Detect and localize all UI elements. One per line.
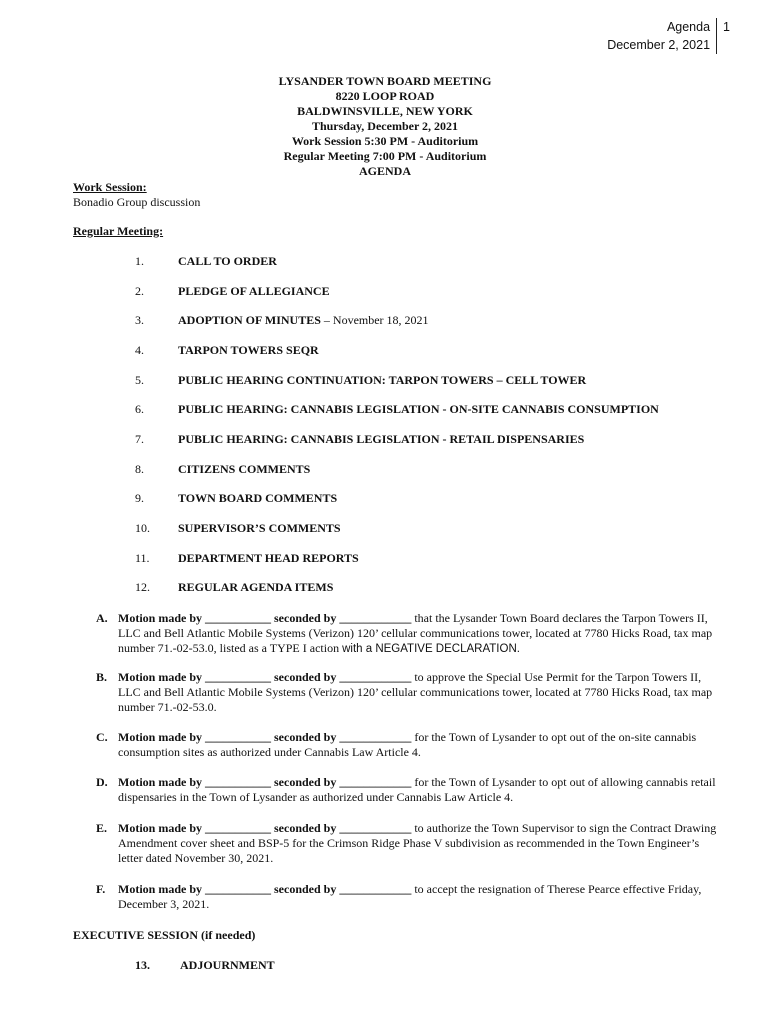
adjournment-text: ADJOURNMENT	[180, 958, 275, 972]
work-session-heading: Work Session:	[73, 180, 147, 194]
motion-item	[96, 821, 726, 866]
agenda-item-text: CITIZENS COMMENTS	[178, 462, 311, 476]
title-line: LYSANDER TOWN BOARD MEETING	[278, 74, 492, 88]
motion-lead: Motion made by ___________ seconded by ____________	[118, 611, 412, 625]
motion-lead: Motion made by ___________ seconded by ____________	[118, 882, 412, 896]
agenda-item-number: 3.	[135, 313, 144, 327]
regular-meeting-heading: Regular Meeting:	[73, 224, 164, 238]
agenda-item-text: DEPARTMENT HEAD REPORTS	[178, 551, 359, 565]
agenda-item-number: 8.	[135, 462, 144, 476]
agenda-item	[135, 432, 584, 447]
agenda-item-date: – November 18, 2021	[320, 313, 429, 327]
motion-item	[96, 730, 726, 760]
motion-item	[96, 775, 726, 805]
motion-lead: Motion made by ___________ seconded by ____________	[118, 775, 412, 789]
agenda-item	[135, 580, 333, 595]
motion-letter: C.	[96, 730, 108, 744]
agenda-item-text: PLEDGE OF ALLEGIANCE	[178, 284, 330, 298]
agenda-item-text: CALL TO ORDER	[178, 254, 277, 268]
page-number: 1	[723, 20, 730, 34]
title-block	[0, 74, 770, 179]
agenda-item	[135, 521, 341, 536]
agenda-item-number: 2.	[135, 284, 144, 298]
agenda-item	[135, 343, 319, 358]
agenda-item-number: 5.	[135, 373, 144, 387]
motion-lead: Motion made by ___________ seconded by ____________	[118, 730, 412, 744]
agenda-item-text: TARPON TOWERS SEQR	[178, 343, 319, 357]
agenda-item	[135, 462, 310, 477]
agenda-item-number: 9.	[135, 491, 144, 505]
header-text	[607, 18, 717, 54]
page-header	[607, 18, 730, 54]
agenda-item-number: 10.	[135, 521, 150, 535]
title-line: 8220 LOOP ROAD	[335, 89, 435, 103]
agenda-item	[135, 254, 277, 269]
title-line: BALDWINSVILLE, NEW YORK	[297, 104, 473, 118]
motion-letter: D.	[96, 775, 108, 789]
motion-letter: A.	[96, 611, 108, 625]
motion-lead: Motion made by ___________ seconded by ____________	[118, 821, 412, 835]
motion-letter: E.	[96, 821, 108, 835]
motion-item	[96, 611, 726, 657]
agenda-item-number: 12.	[135, 580, 150, 594]
agenda-item-number: 7.	[135, 432, 144, 446]
agenda-item-text: PUBLIC HEARING: CANNABIS LEGISLATION - ON-SITE CANNABIS CONSUMPTION	[178, 402, 659, 416]
motion-text: to authorize the Town Supervisor to sign the Contract Drawing Amendment cover sheet and BSP-5 for the Crimson Ridge Phase V subdivision as recommended in the Town Engineer’s letter dated November 30, 2021.	[118, 821, 717, 865]
header-label: Agenda	[666, 20, 711, 34]
adjournment-item	[135, 958, 275, 973]
agenda-item-text: REGULAR AGENDA ITEMS	[178, 580, 334, 594]
agenda-item	[135, 313, 429, 328]
motion-text: to accept the resignation of Therese Pearce effective Friday, December 3, 2021.	[118, 882, 702, 911]
agenda-item-text: PUBLIC HEARING: CANNABIS LEGISLATION - RETAIL DISPENSARIES	[178, 432, 585, 446]
adjournment-number: 13.	[135, 958, 150, 972]
agenda-item-text: TOWN BOARD COMMENTS	[178, 491, 338, 505]
agenda-item	[135, 284, 330, 299]
agenda-item-number: 1.	[135, 254, 144, 268]
motion-text: for the Town of Lysander to opt out of allowing cannabis retail dispensaries in the Town of Lysander as authorized under Cannabis Law Article 4.	[118, 775, 716, 804]
agenda-item-text: SUPERVISOR’S COMMENTS	[178, 521, 341, 535]
header-date: December 2, 2021	[607, 38, 711, 52]
motion-letter: F.	[96, 882, 106, 896]
motion-lead: Motion made by ___________ seconded by ____________	[118, 670, 412, 684]
executive-session-heading: EXECUTIVE SESSION (if needed)	[73, 928, 256, 942]
work-session-text: Bonadio Group discussion	[73, 195, 201, 209]
agenda-item-text: ADOPTION OF MINUTES	[178, 313, 321, 327]
agenda-item-number: 4.	[135, 343, 144, 357]
motion-text: for the Town of Lysander to opt out of the on-site cannabis consumption sites as authorized under Cannabis Law Article 4.	[118, 730, 697, 759]
agenda-item	[135, 402, 659, 417]
title-line: AGENDA	[358, 164, 411, 178]
motion-letter: B.	[96, 670, 108, 684]
agenda-item-text: PUBLIC HEARING CONTINUATION: TARPON TOWERS – CELL TOWER	[178, 373, 587, 387]
title-line: Thursday, December 2, 2021	[311, 119, 459, 133]
agenda-item	[135, 551, 359, 566]
motion-tail: with a NEGATIVE DECLARATION.	[342, 643, 520, 655]
title-line: Regular Meeting 7:00 PM - Auditorium	[283, 149, 487, 163]
motion-item	[96, 882, 726, 912]
title-line: Work Session 5:30 PM - Auditorium	[291, 134, 479, 148]
motion-text: to approve the Special Use Permit for the Tarpon Towers II, LLC and Bell Atlantic Mobile Systems (Verizon) 120’ cellular communications tower, located at 7780 Hicks Road, tax map number 71.-02-53.0.	[118, 670, 713, 714]
agenda-item	[135, 373, 586, 388]
agenda-item	[135, 491, 337, 506]
motion-item	[96, 670, 726, 715]
agenda-item-number: 6.	[135, 402, 144, 416]
motion-text: that the Lysander Town Board declares the Tarpon Towers II, LLC and Bell Atlantic Mobile Systems (Verizon) 120’ cellular communications tower, located at 7780 Hicks Road, tax map number 71.-02-53.0, listed as a TYPE I action	[118, 611, 713, 655]
agenda-item-number: 11.	[135, 551, 150, 565]
